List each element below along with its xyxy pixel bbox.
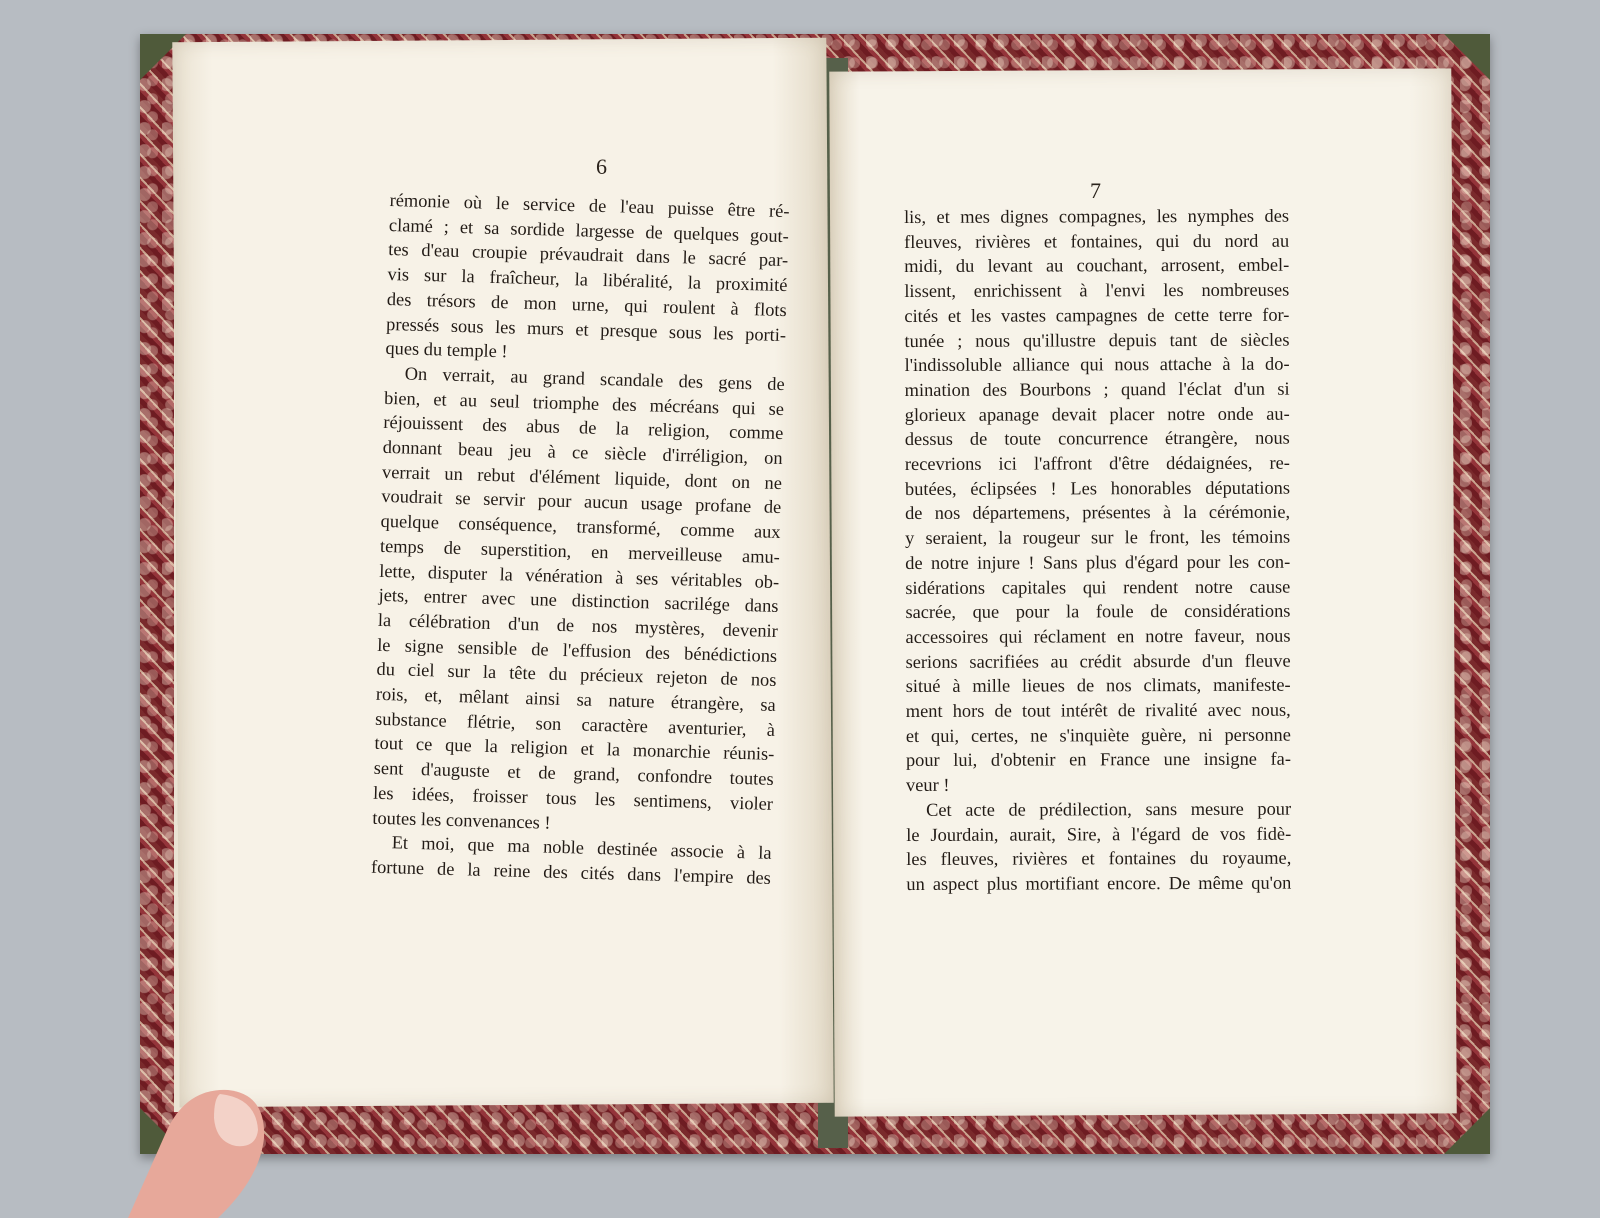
text-line: recevrions ici l'affront d'être dédaignées, re- xyxy=(904,452,1290,475)
text-line: cités et les vastes campagnes de cette terre for- xyxy=(904,304,1290,326)
paragraph xyxy=(385,188,790,372)
text-line: et qui, certes, ne s'inquiète guère, ni personne xyxy=(905,724,1291,746)
text-line: rois, et, mêlant ainsi sa nature étrangère, sa xyxy=(375,683,776,716)
text-line: donnant beau jeu à ce siècle d'irréligion, on xyxy=(382,436,783,469)
text-line: serions sacrifiées au crédit absurde d'un fleuve xyxy=(905,650,1291,672)
paragraph xyxy=(904,204,1291,798)
text-line: pressés sous les murs et presque sous les porti- xyxy=(385,313,787,345)
text-line: mination des Bourbons ; quand l'éclat d'un si xyxy=(904,378,1290,400)
text-line: du ciel sur la tête du précieux rejeton de nos xyxy=(376,659,777,691)
text-line: ment hors de tout intérêt de rivalité avec nous, xyxy=(905,699,1291,722)
right-page-number: 7 xyxy=(1090,178,1101,203)
text-line: de nos départemens, présentes à la cérémonie, xyxy=(905,502,1291,524)
text-line: fleuves, rivières et fontaines, qui du nord au xyxy=(904,230,1290,252)
text-line: veur ! xyxy=(905,775,950,796)
text-line: le Jourdain, aurait, Sire, à l'égard de vos fidè- xyxy=(906,823,1292,845)
text-line: quelque conséquence, transformé, comme aux xyxy=(380,511,781,543)
text-line: vis sur la fraîcheur, la libéralité, la proximité xyxy=(387,264,788,296)
right-page-text xyxy=(904,204,1291,897)
text-line: fortune de la reine des cités dans l'empire des xyxy=(370,856,772,888)
text-line: sent d'auguste et de grand, confondre toutes xyxy=(373,757,774,790)
paragraph xyxy=(372,361,785,841)
text-line: tout ce que la religion et la monarchie réunis- xyxy=(374,733,775,765)
text-line: temps de superstition, en merveilleuse amu- xyxy=(379,535,781,567)
text-line: bien, et au seul triomphe des mécréans qui se xyxy=(383,387,785,419)
left-page-number: 6 xyxy=(596,154,607,179)
thumb xyxy=(128,1068,278,1218)
text-line: pour lui, d'obtenir en France une insigne fa- xyxy=(905,749,1291,771)
text-line: tes d'eau croupie prévaudrait dans le sacré par- xyxy=(388,239,789,271)
text-line: les idées, froisser tous les sentimens, violer xyxy=(372,782,774,814)
text-line: le signe sensible de l'effusion des bénédictions xyxy=(376,634,778,666)
left-page-text xyxy=(371,188,790,891)
text-line: Et moi, que ma noble destinée associe à la xyxy=(391,832,772,864)
paragraph xyxy=(906,797,1291,897)
text-line: lis, et mes dignes compagnes, les nymphes des xyxy=(904,205,1290,227)
text-line: de notre injure ! Sans plus d'égard pour les con- xyxy=(905,551,1291,573)
text-line: situé à mille lieues de nos climats, manifeste- xyxy=(905,675,1291,697)
text-line: midi, du levant au couchant, arrosent, embel- xyxy=(904,255,1290,277)
text-line: dessus de toute concurrence étrangère, nous xyxy=(904,427,1290,450)
text-line: voudrait se servir pour aucun usage profane de xyxy=(381,486,782,518)
text-line: Cet acte de prédilection, sans mesure pour xyxy=(926,798,1292,820)
text-line: ques du temple ! xyxy=(385,338,508,362)
text-line: lissent, enrichissent à l'envi les nombreuses xyxy=(904,279,1290,302)
text-line: clamé ; et sa sordide largesse de quelques gout- xyxy=(388,214,790,246)
text-line: des trésors de mon urne, qui roulent à flots xyxy=(386,288,788,320)
text-line: lette, disputer la vénération à ses véritables ob- xyxy=(379,560,780,592)
text-line: sidérations capitales qui rendent notre cause xyxy=(905,576,1291,598)
text-line: les fleuves, rivières et fontaines du royaume, xyxy=(906,847,1292,870)
text-line: accessoires qui réclament en notre faveur, nous xyxy=(905,625,1291,647)
text-line: la célébration d'un de nos mystères, devenir xyxy=(377,609,779,641)
text-line: glorieux apanage devait placer notre onde au- xyxy=(904,403,1290,425)
text-line: réjouissent des abus de la religion, comme xyxy=(383,412,784,444)
text-line: jets, entrer avec une distinction sacrilége dans xyxy=(378,585,779,617)
text-line: y seraient, la rougeur sur le front, les témoins xyxy=(905,526,1291,549)
text-line: butées, éclipsées ! Les honorables députations xyxy=(904,477,1291,499)
text-line: substance flétrie, son caractère aventurier, à xyxy=(374,708,776,740)
text-line: sacrée, que pour la foule de considérations xyxy=(905,600,1291,623)
text-line: l'indissoluble alliance qui nous attache à la do- xyxy=(904,353,1290,376)
text-line: toutes les convenances ! xyxy=(372,807,551,833)
text-line: verrait un rebut d'élément liquide, dont on ne xyxy=(381,461,783,493)
text-line: On verrait, au grand scandale des gens de xyxy=(404,363,785,395)
text-line: rémonie où le service de l'eau puisse être ré- xyxy=(389,189,790,222)
text-line: un aspect plus mortifiant encore. De même qu'on xyxy=(906,872,1292,894)
text-line: tunée ; nous qu'illustre depuis tant de siècles xyxy=(904,329,1290,351)
